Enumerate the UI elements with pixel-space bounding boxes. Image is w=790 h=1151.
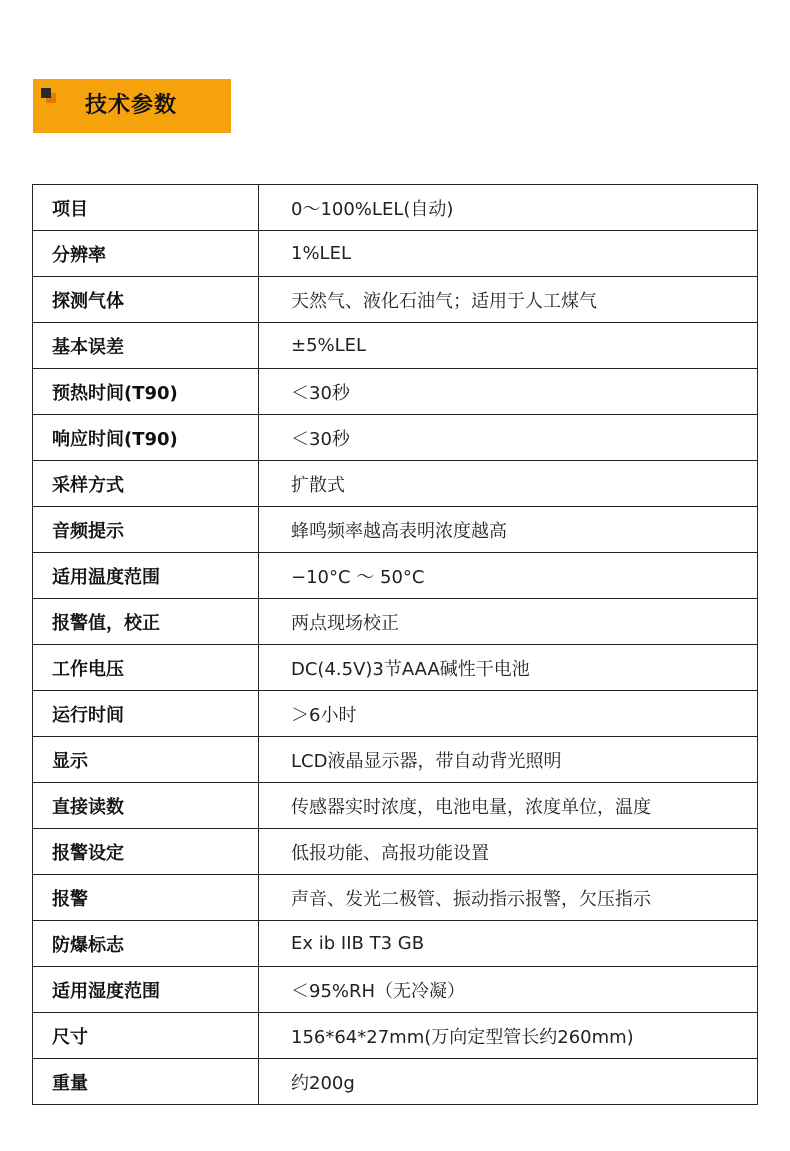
- square-bullet-icon: [41, 88, 57, 104]
- spec-value: −10°C ～ 50°C: [259, 553, 758, 599]
- spec-row: [33, 369, 758, 415]
- spec-label: 适用湿度范围: [33, 967, 259, 1013]
- spec-label: 报警值，校正: [33, 599, 259, 645]
- spec-value: ±5%LEL: [259, 323, 758, 369]
- spec-label: 音频提示: [33, 507, 259, 553]
- spec-label: 响应时间(T90): [33, 415, 259, 461]
- spec-value: 两点现场校正: [259, 599, 758, 645]
- spec-value: 1%LEL: [259, 231, 758, 277]
- spec-value: DC(4.5V)3节AAA碱性干电池: [259, 645, 758, 691]
- spec-value: ＜30秒: [259, 369, 758, 415]
- section-title: 技术参数: [85, 93, 178, 118]
- spec-row: [33, 323, 758, 369]
- spec-label: 重量: [33, 1059, 259, 1105]
- spec-value: 传感器实时浓度，电池电量，浓度单位，温度: [259, 783, 758, 829]
- spec-label: 直接读数: [33, 783, 259, 829]
- spec-table: [32, 184, 758, 1105]
- spec-row: [33, 921, 758, 967]
- spec-row: [33, 967, 758, 1013]
- spec-value: 156*64*27mm(万向定型管长约260mm): [259, 1013, 758, 1059]
- spec-row: [33, 737, 758, 783]
- spec-value: Ex ib IIB T3 GB: [259, 921, 758, 967]
- spec-value: 声音、发光二极管、振动指示报警，欠压指示: [259, 875, 758, 921]
- spec-label: 探测气体: [33, 277, 259, 323]
- spec-row: [33, 783, 758, 829]
- spec-value: 低报功能、高报功能设置: [259, 829, 758, 875]
- spec-label: 报警设定: [33, 829, 259, 875]
- spec-label: 预热时间(T90): [33, 369, 259, 415]
- spec-row: [33, 185, 758, 231]
- spec-row: [33, 231, 758, 277]
- spec-table-body: [33, 185, 758, 1105]
- spec-row: [33, 1013, 758, 1059]
- spec-label: 基本误差: [33, 323, 259, 369]
- spec-value: ＜30秒: [259, 415, 758, 461]
- spec-row: [33, 415, 758, 461]
- spec-value: 扩散式: [259, 461, 758, 507]
- spec-label: 尺寸: [33, 1013, 259, 1059]
- spec-row: [33, 829, 758, 875]
- spec-row: [33, 691, 758, 737]
- spec-label: 运行时间: [33, 691, 259, 737]
- spec-value: 0～100%LEL(自动): [259, 185, 758, 231]
- spec-label: 显示: [33, 737, 259, 783]
- spec-label: 项目: [33, 185, 259, 231]
- spec-value: ＞6小时: [259, 691, 758, 737]
- spec-row: [33, 277, 758, 323]
- spec-value: 蜂鸣频率越高表明浓度越高: [259, 507, 758, 553]
- spec-value: ＜95%RH（无冷凝）: [259, 967, 758, 1013]
- spec-label: 适用温度范围: [33, 553, 259, 599]
- spec-label: 分辨率: [33, 231, 259, 277]
- spec-row: [33, 645, 758, 691]
- spec-value: 天然气、液化石油气；适用于人工煤气: [259, 277, 758, 323]
- spec-label: 工作电压: [33, 645, 259, 691]
- section-header: [33, 79, 231, 133]
- spec-label: 报警: [33, 875, 259, 921]
- spec-row: [33, 507, 758, 553]
- spec-row: [33, 553, 758, 599]
- spec-label: 采样方式: [33, 461, 259, 507]
- spec-row: [33, 1059, 758, 1105]
- square-bullet-front: [41, 88, 51, 98]
- spec-value: LCD液晶显示器，带自动背光照明: [259, 737, 758, 783]
- spec-row: [33, 599, 758, 645]
- spec-value: 约200g: [259, 1059, 758, 1105]
- spec-row: [33, 875, 758, 921]
- spec-row: [33, 461, 758, 507]
- spec-label: 防爆标志: [33, 921, 259, 967]
